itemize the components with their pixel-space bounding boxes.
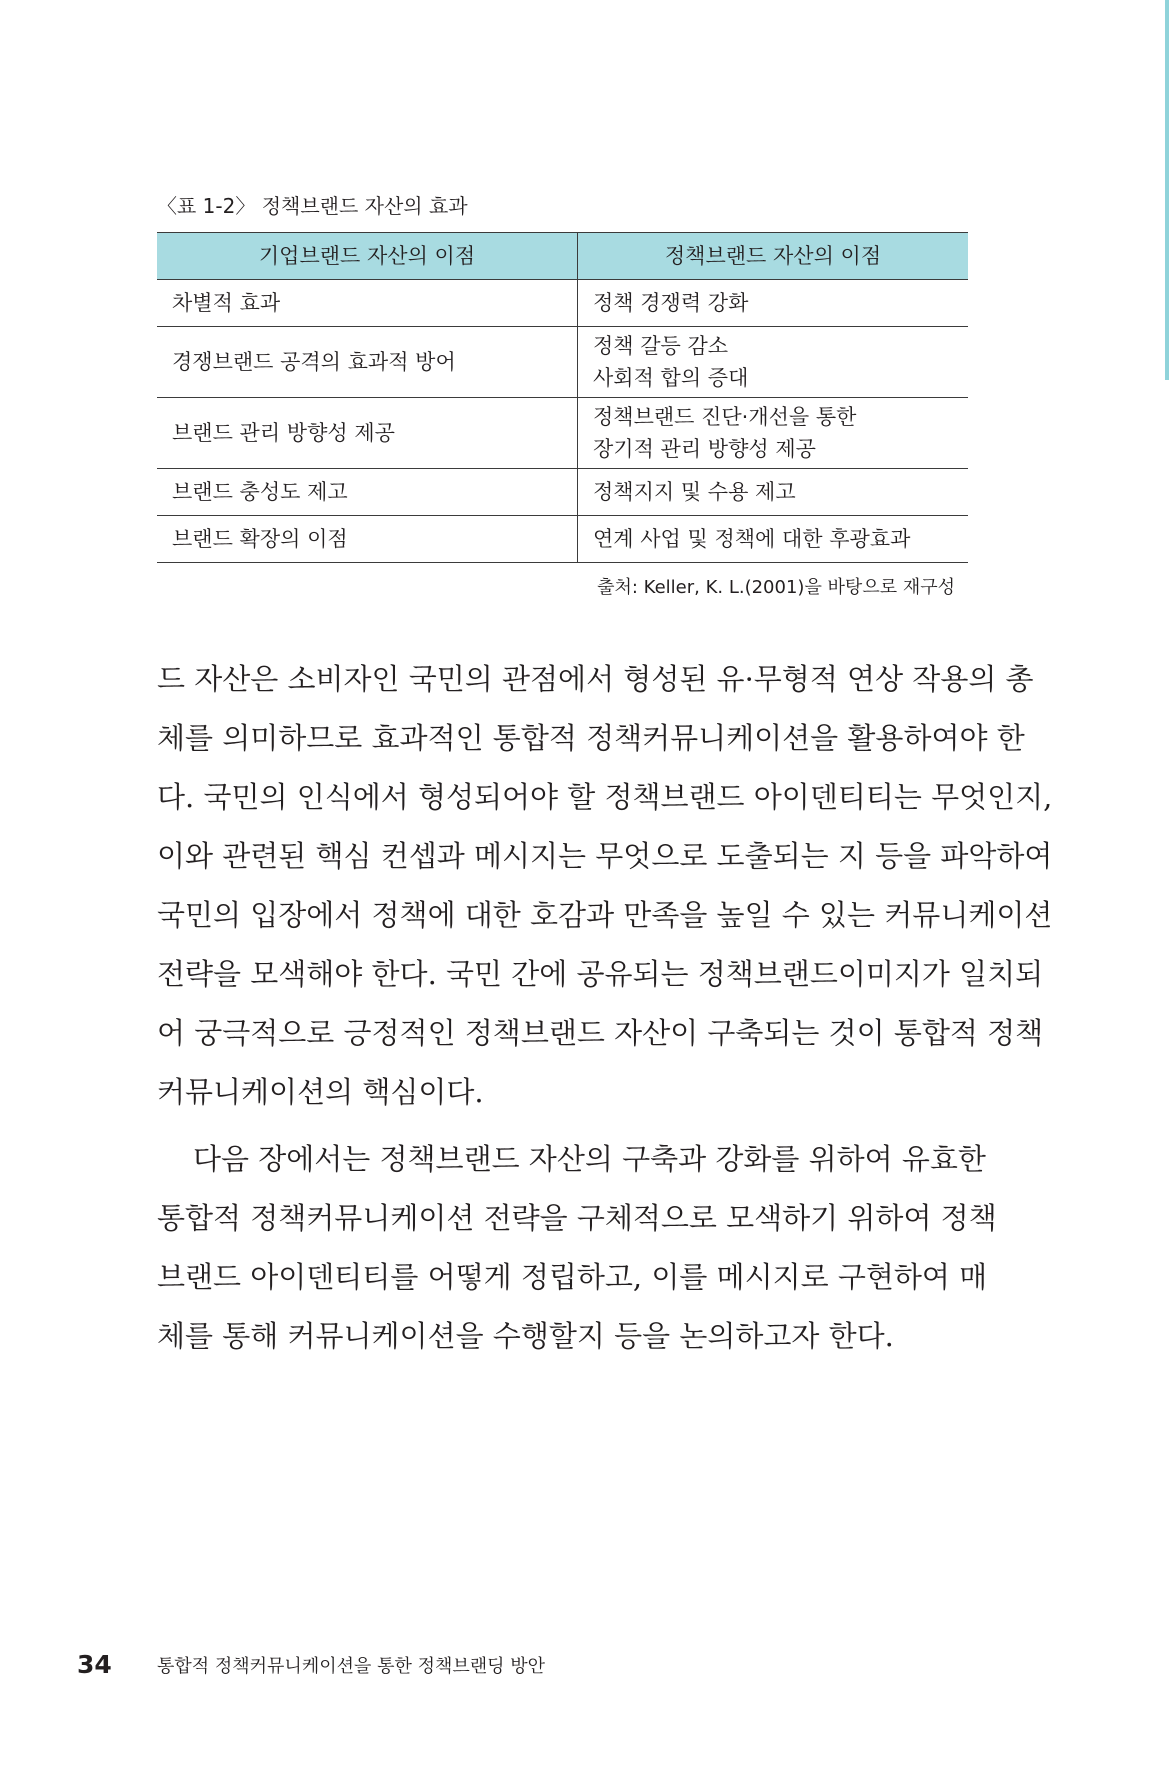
paragraph-1-line: 어 궁극적으로 긍정적인 정책브랜드 자산이 구축되는 것이 통합적 정책 — [157, 1016, 1044, 1050]
paragraph-2-line: 브랜드 아이덴티티를 어떻게 정립하고, 이를 메시지로 구현하여 매 — [157, 1260, 988, 1294]
cell-text: 브랜드 충성도 제고 — [172, 480, 348, 504]
table-row — [157, 516, 968, 563]
running-footer-title: 통합적 정책커뮤니케이션을 통한 정책브랜딩 방안 — [157, 1656, 546, 1677]
cell-text: 사회적 합의 증대 — [593, 366, 749, 390]
paragraph-1-line: 체를 의미하므로 효과적인 통합적 정책커뮤니케이션을 활용하여야 한 — [157, 721, 1025, 755]
cell-text: 브랜드 확장의 이점 — [172, 527, 348, 551]
paragraph-gap — [157, 1122, 969, 1130]
body-text — [157, 650, 1053, 1366]
table-caption: 〈표 1-2〉 정책브랜드 자산의 효과 — [157, 194, 468, 218]
page-number: 34 — [77, 1650, 112, 1679]
paragraph-1-line: 커뮤니케이션의 핵심이다. — [157, 1075, 484, 1109]
table-cell-left — [157, 327, 578, 398]
cell-text: 정책 갈등 감소 — [593, 334, 729, 358]
cell-text: 정책 경쟁력 강화 — [593, 291, 749, 315]
paragraph-1-line: 전략을 모색해야 한다. 국민 간에 공유되는 정책브랜드이미지가 일치되 — [157, 957, 1044, 991]
table-row — [157, 280, 968, 327]
cell-text: 차별적 효과 — [172, 291, 281, 315]
paragraph-2-line: 다음 장에서는 정책브랜드 자산의 구축과 강화를 위하여 유효한 — [193, 1142, 986, 1176]
cell-text: 연계 사업 및 정책에 대한 후광효과 — [593, 527, 911, 551]
paragraph-1-line: 국민의 입장에서 정책에 대한 호감과 만족을 높일 수 있는 커뮤니케이션 — [157, 898, 1053, 932]
table-cell-right — [578, 469, 969, 516]
brand-asset-table — [157, 232, 968, 563]
cell-text: 장기적 관리 방향성 제공 — [593, 437, 816, 461]
paragraph-2-line: 체를 통해 커뮤니케이션을 수행할지 등을 논의하고자 한다. — [157, 1319, 894, 1353]
table-cell-right — [578, 327, 969, 398]
header-policy-brand: 정책브랜드 자산의 이점 — [578, 233, 969, 280]
table-cell-left — [157, 516, 578, 563]
table-cell-right — [578, 516, 969, 563]
header-corporate-brand: 기업브랜드 자산의 이점 — [157, 233, 578, 280]
paragraph-1-line: 드 자산은 소비자인 국민의 관점에서 형성된 유·무형적 연상 작용의 총 — [157, 662, 1034, 696]
table-cell-right — [578, 280, 969, 327]
table-cell-left — [157, 280, 578, 327]
cell-text: 브랜드 관리 방향성 제공 — [172, 421, 395, 445]
cell-text: 정책브랜드 진단·개선을 통한 — [593, 405, 857, 429]
table-cell-right — [578, 398, 969, 469]
cell-text: 경쟁브랜드 공격의 효과적 방어 — [172, 350, 456, 374]
table-cell-left — [157, 469, 578, 516]
paragraph-1-line: 이와 관련된 핵심 컨셉과 메시지는 무엇으로 도출되는 지 등을 파악하여 — [157, 839, 1053, 873]
table-row — [157, 327, 968, 398]
edge-color-tab — [1165, 0, 1169, 380]
paragraph-2-line: 통합적 정책커뮤니케이션 전략을 구체적으로 모색하기 위하여 정책 — [157, 1201, 997, 1235]
table-cell-left — [157, 398, 578, 469]
table-source-note: 출처: Keller, K. L.(2001)을 바탕으로 재구성 — [597, 577, 955, 598]
table-row — [157, 398, 968, 469]
table-header-row — [157, 233, 968, 280]
paragraph-1-line: 다. 국민의 인식에서 형성되어야 할 정책브랜드 아이덴티티는 무엇인지, — [157, 780, 1053, 814]
cell-text: 정책지지 및 수용 제고 — [593, 480, 796, 504]
table-row — [157, 469, 968, 516]
